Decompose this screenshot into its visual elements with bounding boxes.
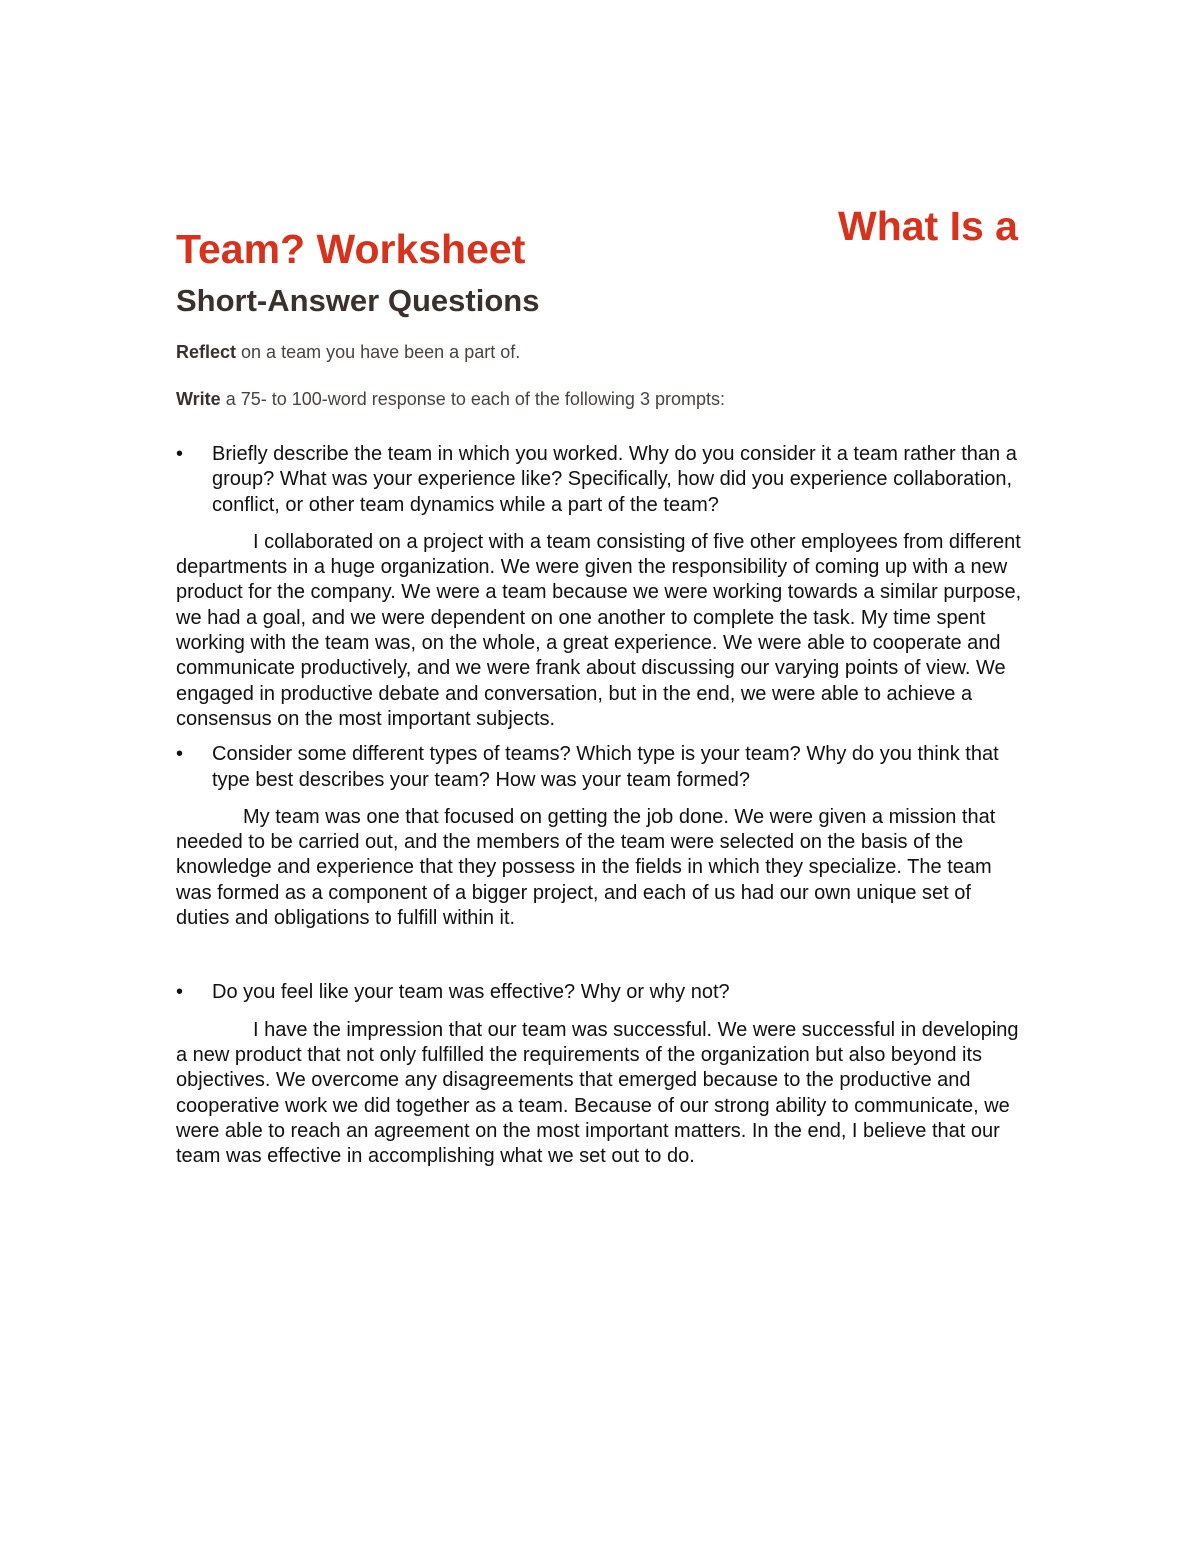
prompt-question: Briefly describe the team in which you worked. Why do you consider it a team rather than a group? What was your experience like? Specifically, how did you experience collaboration, conflict, or other team dynamics while a part of the team? [212,443,1017,516]
prompt-question: Consider some different types of teams? Which type is your team? Why do you think that type best describes your team? How was your team formed? [212,743,999,791]
instruction-reflect [176,342,520,364]
page-title-part1: What Is a [838,203,1018,249]
instruction-text: on a team you have been a part of. [236,342,521,362]
bullet-glyph: • [176,443,184,465]
instruction-text: a 75- to 100-word response to each of the following 3 prompts: [220,389,725,409]
instruction-keyword: Write [176,389,221,409]
bullet-glyph: • [176,743,184,766]
bullet-glyph: • [176,981,184,1004]
instruction-write [176,389,725,411]
instruction-keyword: Reflect [176,342,237,362]
page-title-part2: Team? Worksheet [176,226,526,272]
prompt-3 [176,980,1026,1005]
prompt-2 [176,742,1026,793]
prompt-answer: My team was one that focused on getting the job done. We were given a mission that needed to be carried out, and the members of the team were selected on the basis of the knowledge and experience that they possess in the fields in which they specialize. The team was formed as a component of a bigger project, and each of us had our own unique set of duties and obligations to fulfill within it. [176,805,996,930]
prompt-answer: I collaborated on a project with a team consisting of five other employees from different departments in a huge organization. We were given the responsibility of coming up with a new product for the company. We were a team because we were working towards a similar purpose, we had a goal, and we were dependent on one another to complete the task. My time spent working with the team was, on the whole, a great experience. We were able to cooperate and communicate productively, and we were frank about discussing our varying points of view. We engaged in productive debate and conversation, but in the end, we were able to achieve a consensus on the most important subjects. [176,530,1022,730]
prompts-section [176,442,1026,1169]
prompt-answer: I have the impression that our team was successful. We were successful in developing a new product that not only fulfilled the requirements of the organization but also beyond its objectives. We overcome any disagreements that emerged because to the productive and cooperative work we did together as a team. Because of our strong ability to communicate, we were able to reach an agreement on the most important matters. In the end, I believe that our team was effective in accomplishing what we set out to do. [176,1018,1019,1168]
prompt-1 [176,442,1026,518]
prompt-question: Do you feel like your team was effective? Why or why not? [212,981,730,1004]
page-subtitle: Short-Answer Questions [176,283,540,318]
